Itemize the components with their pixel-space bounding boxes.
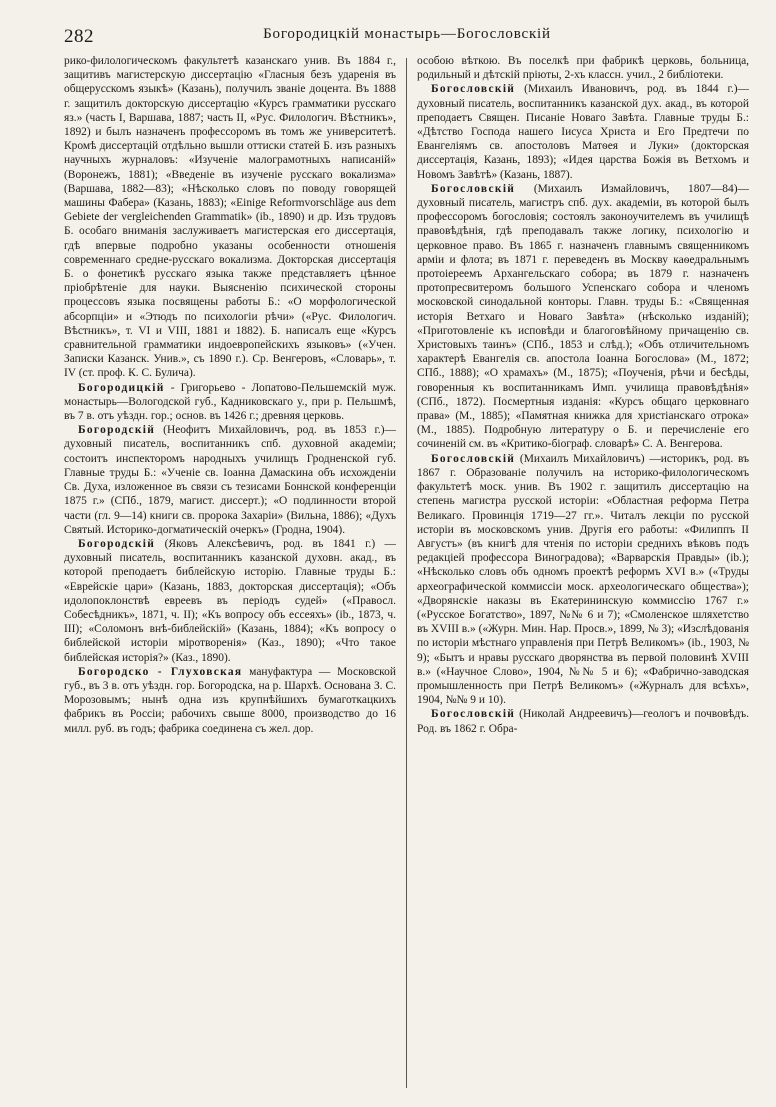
running-head: Богородицкiй монастырь—Богословскiй [263,26,551,42]
article-entry [64,423,396,537]
entry-headword: Богородско - Глуховская [78,665,243,678]
entry-headword: Богословскій [431,708,516,721]
entry-text: (Михаилъ Михайловичъ) —историкъ, род. въ 1867 г. Образованіе получилъ на историко-филологическомъ факультетѣ моск. унив. Въ 1902 г. защитилъ диссертацію на степень магистра русской исторіи: «Областная реформа Петра Великаго. Провинція 1719—27 гг.». Читалъ лекціи по русской исторіи въ московскомъ унив. Другія его работы: «Филиппъ II Августъ» (въ книгѣ для чтенія по исторіи среднихъ вѣковъ подъ редакціей профессора Виноградова); «Варварскія Правды» (ib.); «Нѣсколько словъ объ одномъ проектѣ реформъ XVI в.» («Труды археографической коммиссіи моск. археологическаго общества»); «Дворянскіе наказы въ Екатерининскую коммиссію 1767 г.» («Русское Богатство», 1897, №№ 6 и 7); «Смоленское шляхетство въ XVIII в.» («Журн. Мин. Нар. Просв.», 1899, № 3); «Изслѣдованія по исторіи мѣстнаго управленія при Петрѣ Великомъ» (ib., 1903, № 9); «Бытъ и нравы русскаго дворянства въ первой половинѣ XVIII в.» («Научное Слово», 1904, №№ 5 и 6); «Фабрично-заводская промышленность при Петрѣ Великомъ» («Журналъ для всѣхъ», 1904, №№ 9 и 10). [417,452,749,707]
article-entry [417,82,749,181]
article-entry [417,452,749,708]
entry-text: (Михаилъ Ивановичъ, род. въ 1844 г.)—духовный писатель, воспитанникъ казанской дух. акад., въ которой преподаетъ Священ. Писаніе Новаго Завѣта. Главные труды Б.: «Дѣтство Господа нашего Іисуса Христа и Его Предтечи по Евангеліямъ св. апостоловъ Матѳея и Луки» (докторская диссертація, Казань, 1893); «Идея царства Божія въ Ветхомъ и Новомъ Завѣтѣ» (Казань, 1887). [417,83,749,181]
article-entry [64,537,396,665]
left-column [64,54,396,1094]
article-entry [417,182,749,452]
article-continuation [64,54,396,381]
text-columns [64,54,750,1094]
entry-text: - Григорьево - Лопатово-Пельшемскій муж. монастырь—Вологодской губ., Кадниковскаго у., при р. Пельшмѣ, въ 7 в. отъ уѣздн. гор.; основ. въ 1426 г.; древняя церковь. [64,381,396,423]
entry-headword: Богословскій [431,182,516,195]
entry-headword: Богословскій [431,83,516,96]
entry-headword: Богородскій [78,537,156,550]
page-number: 282 [64,26,94,47]
entry-text: (Николай Андреевичъ)—геологъ и почвовѣдъ. Род. въ 1862 г. Обра- [417,708,749,735]
right-column [417,54,749,1094]
entry-headword: Богословскій [431,452,516,465]
column-divider [406,58,407,1088]
entry-text: (Михаилъ Измайловичъ, 1807—84)—духовный писатель, магистръ спб. дух. академіи, въ которой былъ профессоромъ богословія; состоялъ законоучителемъ въ училищѣ правовѣдѣнія, гдѣ преподавалъ также логику, психологію и церковное право. Въ 1865 г. назначенъ главнымъ священникомъ арміи и флота; въ 1871 г. переведенъ въ Москву каѳедральнымъ протоіереемъ Архангельскаго собора; въ 1879 г. назначенъ протопресвитеромъ большого Успенскаго собора и членомъ московской синодальной конторы. Главн. труды Б.: «Священная исторія Ветхаго и Новаго Завѣта» (нѣсколько изданій); «Приготовленіе къ исповѣди и благоговѣйному причащенію св. Христовыхъ таинъ» (СПб., 1853 и слѣд.); «Объ отличительномъ характерѣ Евангелія св. апостола Іоанна Богослова» (М., 1872; СПб., 1888); «О храмахъ» (М., 1875); «Поученія, рѣчи и бесѣды, говоренныя къ воспитанникамъ Имп. училища правовѣдѣнія» (СПб., 1872). Посмертныя изданія: «Курсъ общаго церковнаго права» (М., 1885); «Памятная книжка для христіанскаго отрока» (М., 1885). Подробную литературу о Б. и перечисленіе его сочиненій см. въ «Критико-біограф. словарѣ» С. А. Венгерова. [417,182,749,451]
entry-text: рико-филологическомъ факультетѣ казанскаго унив. Въ 1884 г., защитивъ магистерскую диссертацію «Гласныя безъ ударенія въ общерусскомъ языкѣ» (Казань), получилъ званіе доцента. Въ 1888 г. защитилъ докторскую диссертацію «Курсъ грамматики русскаго яз.» (часть I, Варшава, 1887; часть II, «Рус. Филологич. Вѣстникъ», 1892) и былъ назначенъ профессоромъ въ томъ же университетѣ. Кромѣ диссертацій отдѣльно вышли оттиски статей Б. изъ разныхъ научныхъ журналовъ: «Изученіе малограмотныхъ написаній» (Воронежъ, 1881); «Введеніе въ изученіе русскаго вокализма» (Варшава, 1882—83); «Нѣсколько словъ по поводу говорящей машины Фабера» (Казань, 1883); «Einige Reformvorschläge aus dem Gebiete der vergleichenden Grammatik» (ib., 1890) и др. Изъ трудовъ Б. особаго вниманія заслуживаетъ магистерская его диссертація, гдѣ впервые подробно указаны особенности отношенія современнаго средне-русскаго вокализма. Докторская диссертація Б. о фонетикѣ русскаго языка также представляетъ цѣнное пріобрѣтеніе для науки. Выясненію психической стороны процессовъ языка посвящены работы Б.: «О морфологической абсорпціи» и «Этюдъ по психологіи рѣчи» («Рус. Филологич. Вѣстникъ», т. VI и VIII, 1881 и 1882). Б. написалъ еще «Курсъ сравнительной грамматики индоевропейскихъ языковъ» («Учен. Записки Казанск. Унив.», съ 1890 г.). Ср. Венгеровъ, «Словарь», т. IV (ст. проф. К. С. Булича). [64,55,396,380]
page-header [64,18,750,48]
entry-text: особою вѣткою. Въ поселкѣ при фабрикѣ церковь, больница, родильный и дѣтскій пріюты, 2-хъ классн. учил., 2 библіотеки. [417,55,749,82]
entry-text: (Яковъ Алексѣевичъ, род. въ 1841 г.) — духовный писатель, воспитанникъ казанской духовн. акад., въ которой преподаетъ библейскую исторію. Главные труды Б.: «Еврейскіе цари» (Казань, 1883, докторская диссертація); «Объ идолопоклонствѣ евреевъ въ періодъ судей» («Правосл. Собесѣдникъ», 1871, ч. II); «Къ вопросу объ ессеяхъ» (ib., 1873, ч. III); «Соломонъ внѣ-библейскій» (Казань, 1884); «Къ вопросу о библейской исторіи міротворенія» (Каз., 1890); «Что такое библейская исторія?» (Каз., 1890). [64,537,396,664]
article-continuation [417,54,749,82]
article-entry [64,381,396,424]
entry-text: мануфактура — Московской губ., въ 3 в. отъ уѣздн. гор. Богородска, на р. Шархѣ. Основана З. С. Морозовымъ; нынѣ одна изъ крупнѣйшихъ бумаготкацкихъ фабрикъ въ Россіи; рабочихъ свыше 8000, производство до 16 милл. руб. въ годъ; фабрика соединена съ жел. дор. [64,665,396,735]
article-entry [417,707,749,735]
entry-headword: Богородскій [78,424,156,437]
entry-headword: Богородицкій [78,381,165,394]
entry-text: (Неофитъ Михайловичъ, род. въ 1853 г.)—духовный писатель, воспитанникъ спб. духовной академіи; состоитъ инспекторомъ народныхъ училищъ Гродненской губ. Главные труды Б.: «Ученіе св. Іоанна Дамаскина объ исхожденіи Св. Духа, изложенное въ связи съ тезисами Боннской конференціи 1875 г.» (СПб., 1879, магист. диссерт.); «О подлинности второй части (гл. 9—14) книги св. пророка Захаріи» (Вильна, 1886); «Духъ Святый. Историко-догматическій очеркъ» (Гродна, 1904). [64,424,396,536]
article-entry [64,665,396,736]
